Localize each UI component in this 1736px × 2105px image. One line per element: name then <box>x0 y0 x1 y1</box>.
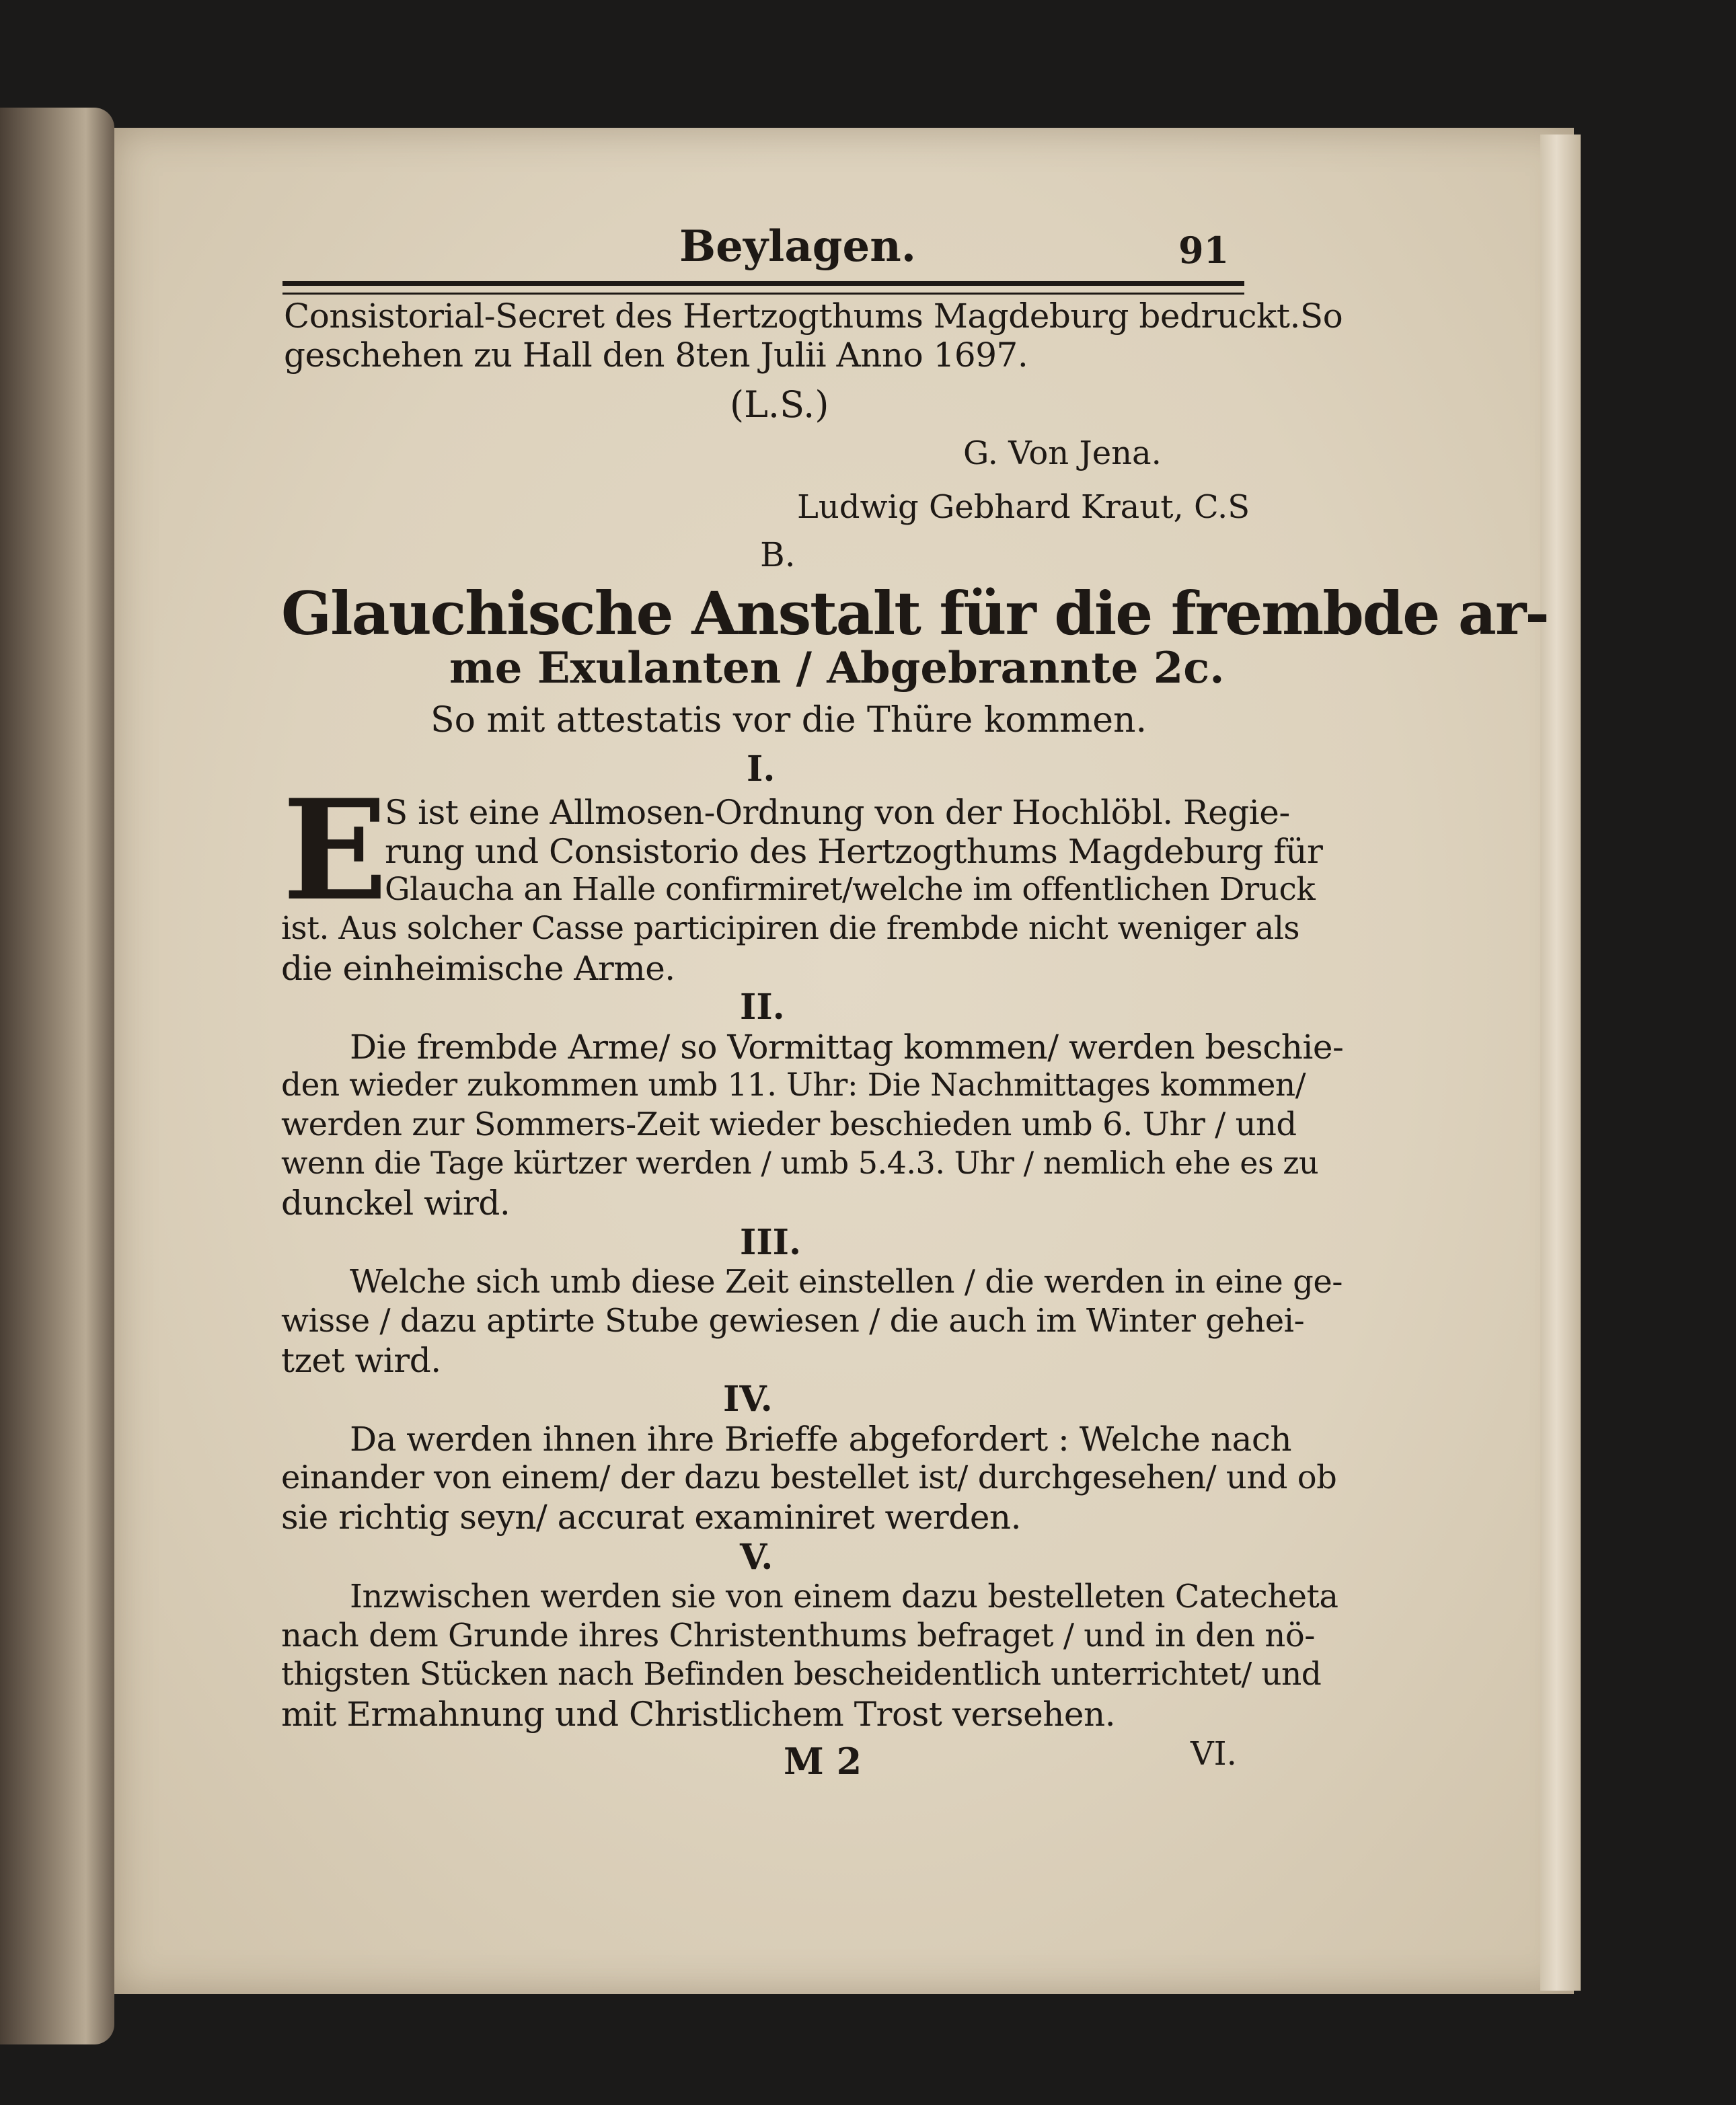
page-number: 91 <box>1178 229 1230 272</box>
p2-line-2: den wieder zukommen umb 11. Uhr: Die Nachmittages kommen/ <box>281 1067 1306 1104</box>
p1-line-3: Glaucha an Halle confirmiret/welche im offentlichen Druck <box>385 871 1316 908</box>
p3-line-2: wisse / dazu aptirte Stube gewiesen / die auch im Winter gehei- <box>281 1302 1305 1340</box>
p2-line-1: Die frembde Arme/ so Vormittag kommen/ werden beschie- <box>350 1028 1344 1067</box>
p1-line-5: die einheimische Arme. <box>281 949 675 988</box>
seal-mark: (L.S.) <box>730 383 829 426</box>
header-rule <box>282 281 1244 295</box>
p5-line-2: nach dem Grunde ihres Christenthums befraget / und in den nö- <box>281 1617 1315 1654</box>
numeral-1: I. <box>747 749 776 790</box>
p3-line-3: tzet wird. <box>281 1341 441 1380</box>
title-line-1: Glauchische Anstalt für die frembde ar- <box>281 578 1548 648</box>
p2-line-5: dunckel wird. <box>281 1184 511 1223</box>
p2-line-4: wenn die Tage kürtzer werden / umb 5.4.3. Uhr / nemlich ehe es zu <box>281 1145 1319 1181</box>
drop-capital: E <box>282 770 388 931</box>
p5-line-3: thigsten Stücken nach Befinden bescheidentlich unterrichtet/ und <box>281 1656 1322 1693</box>
p1-line-2: rung und Consistorio des Hertzogthums Magdeburg für <box>385 832 1323 871</box>
p1-line-4: ist. Aus solcher Casse participiren die frembde nicht weniger als <box>281 910 1299 947</box>
section-letter: B. <box>760 535 796 574</box>
numeral-2: II. <box>740 987 785 1028</box>
p3-line-1: Welche sich umb diese Zeit einstellen / die werden in eine ge- <box>350 1263 1343 1301</box>
signature-2: Ludwig Gebhard Kraut, C.S <box>797 488 1250 526</box>
left-page-edge <box>0 108 114 2044</box>
p4-line-3: sie richtig seyn/ accurat examiniret werden. <box>281 1498 1022 1537</box>
numeral-3: III. <box>740 1222 802 1263</box>
p1-line-1: S ist eine Allmosen-Ordnung von der Hochlöbl. Regie- <box>385 793 1290 832</box>
p2-line-3: werden zur Sommers-Zeit wieder beschieden umb 6. Uhr / und <box>281 1106 1297 1143</box>
signature-1: G. Von Jena. <box>963 434 1162 472</box>
title-line-3: So mit attestatis vor die Thüre kommen. <box>430 700 1147 740</box>
p4-line-1: Da werden ihnen ihre Brieffe abgefordert : Welche nach <box>350 1420 1292 1459</box>
catchword: VI. <box>1191 1735 1237 1773</box>
numeral-4: IV. <box>723 1379 773 1420</box>
signature-mark: M 2 <box>784 1740 862 1783</box>
p5-line-4: mit Ermahnung und Christlichem Trost versehen. <box>281 1695 1116 1734</box>
intro-line-2: geschehen zu Hall den 8ten Julii Anno 1697. <box>284 336 1028 375</box>
p4-line-2: einander von einem/ der dazu bestellet ist/ durchgesehen/ und ob <box>281 1459 1337 1496</box>
p5-line-1: Inzwischen werden sie von einem dazu bestelleten Catecheta <box>350 1578 1338 1615</box>
numeral-5: V. <box>740 1537 773 1578</box>
title-line-2: me Exulanten / Abgebrannte 2c. <box>449 643 1225 693</box>
intro-line-1: Consistorial-Secret des Hertzogthums Magdeburg bedruckt.So <box>284 297 1343 336</box>
running-title: Beylagen. <box>679 221 917 272</box>
page-fore-edge <box>1540 135 1581 1991</box>
